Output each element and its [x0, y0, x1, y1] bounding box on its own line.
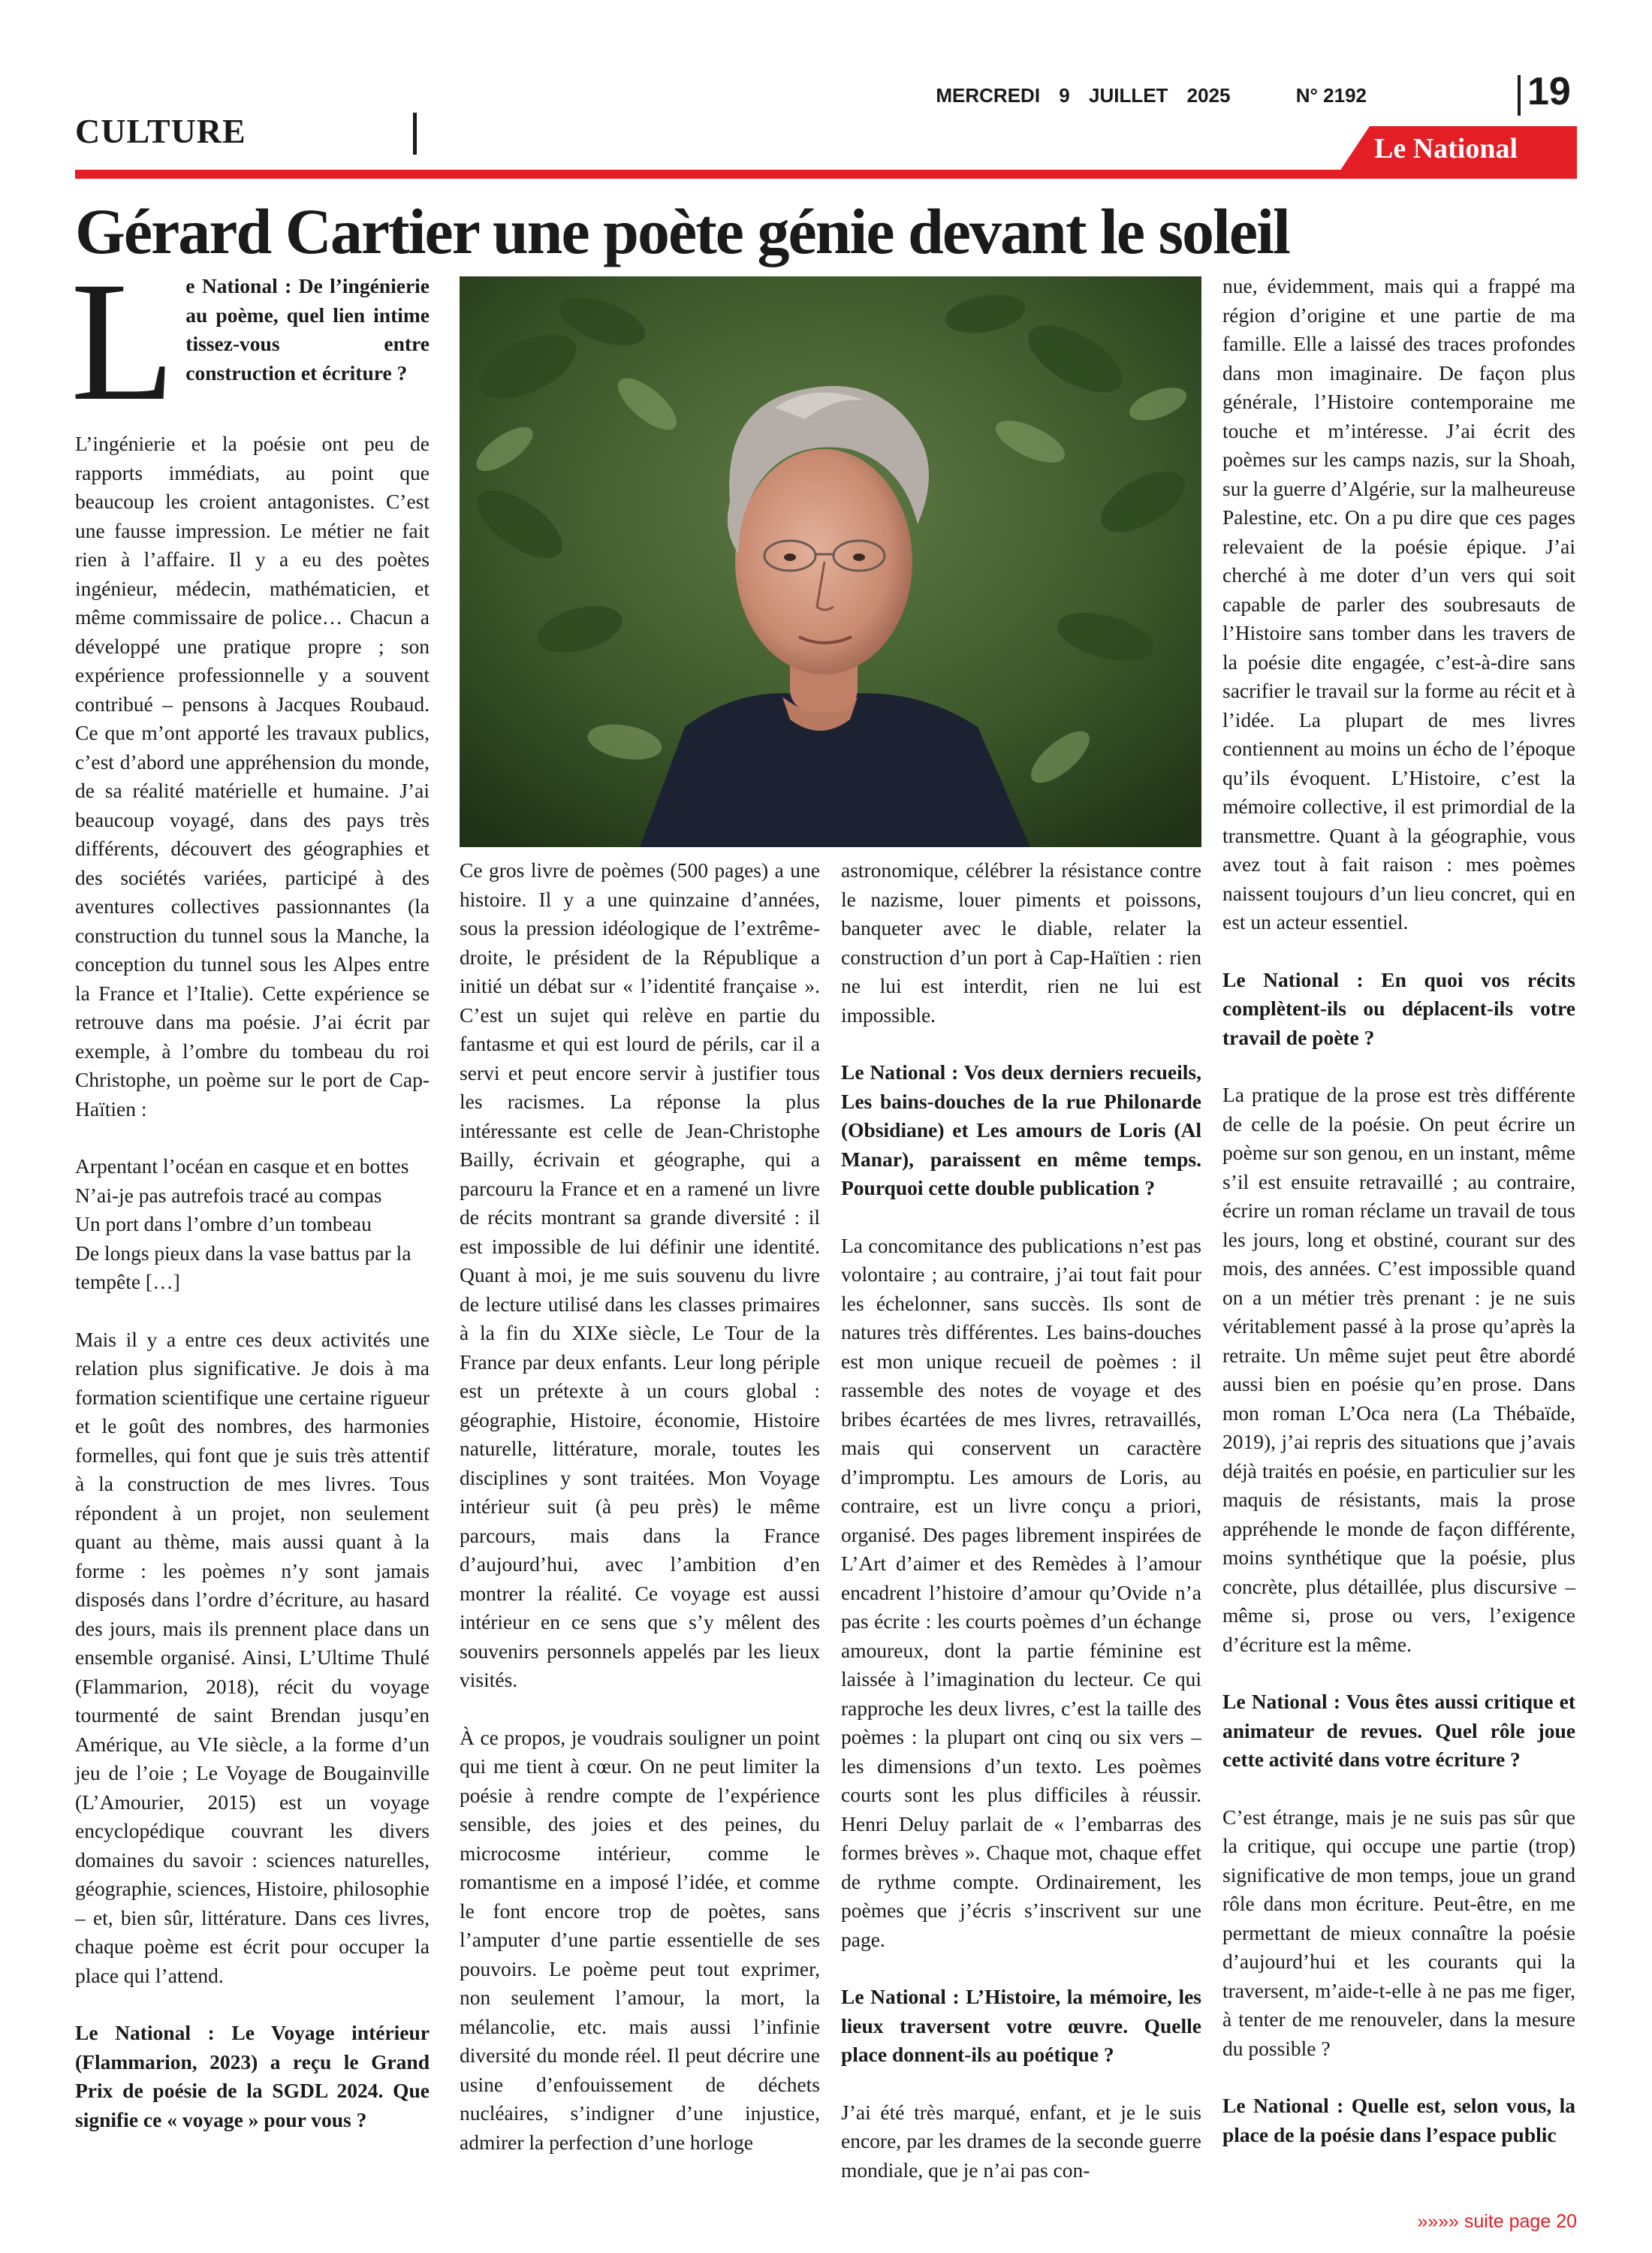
poem-line: N’ai-je pas autrefois tracé au compas — [75, 1183, 382, 1207]
article-column-2 — [460, 856, 820, 2185]
continuation-link[interactable]: »»»» suite page 20 — [1417, 2211, 1577, 2232]
question-3: Le National : Vos deux derniers recueils, Les bains-douches de la rue Philonarde (Obsidiane) et Les amours de Loris (Al Manar), paraissent en même temps. Pourquoi cette double publication ? — [841, 1060, 1201, 1199]
poem-line: De longs pieux dans la vase battus par la tempête […] — [75, 1241, 411, 1293]
issue-info — [922, 84, 1367, 107]
question-5: Le National : En quoi vos récits complètent-ils ou déplacent-ils votre travail de poète ? — [1222, 967, 1575, 1049]
article-column-1 — [71, 247, 430, 2163]
headline: Gérard Cartier une poète génie devant le soleil — [75, 195, 1289, 267]
poem-line: Arpentant l’océan en casque et en bottes — [75, 1154, 409, 1178]
poem-line: Un port dans l’ombre d’un tombeau — [75, 1212, 372, 1235]
answer-paragraph: Mais il y a entre ces deux activités une relation plus significative. Je dois à ma formation scientifique une certaine rigueur et le goût des nombres, des harmonies formelles, qui font que je suis très attentif à la construction de mes livres. Tous répondent à un projet, non seulement quant au thème, mais aussi quant à la forme : les poèmes n’y sont jamais disposés dans l’ordre d’écriture, au hasard des jours, mais ils prennent place dans un ensemble organisé. Ainsi, L’Ultime Thulé (Flammarion, 2018), récit du voyage tourmenté de saint Brendan jusqu’en Amérique, au VIe siècle, a la forme d’un jeu de l’oie ; Le Voyage de Bougainville (L’Amourier, 2015) est un voyage encyclopédique couvrant les divers domaines du savoir : sciences naturelles, géographie, sciences, Histoire, philosophie – et, bien sûr, littérature. Dans ces livres, chaque poème est écrit pour occuper la place qui l’attend. — [75, 1327, 430, 1987]
issue-day: MERCREDI — [936, 84, 1041, 107]
answer-paragraph: C’est étrange, mais je ne suis pas sûr que la critique, qui occupe une partie (trop) significative de mon temps, joue un grand rôle dans mon écriture. Peut-être, en me permettant de mieux connaître la poésie d’aujourd’hui et les courants qui la traversent, m’aide-t-elle à ne pas me figer, à tenter de me renouveler, dans la mesure du possible ? — [1222, 1805, 1575, 2060]
article-column-3 — [841, 856, 1201, 2213]
portrait-photo — [460, 276, 1201, 847]
issue-number: N° 2192 — [1295, 84, 1367, 107]
question-4: Le National : L’Histoire, la mémoire, les lieux traversent votre œuvre. Quelle place donnent-ils au poétique ? — [841, 1985, 1201, 2066]
intro-question-block — [71, 247, 430, 436]
brand-name: Le National — [1374, 133, 1518, 164]
question-7: Le National : Quelle est, selon vous, la place de la poésie dans l’espace public — [1222, 2094, 1575, 2146]
answer-paragraph: astronomique, célébrer la résistance contre le nazisme, louer piments et poissons, banqueter avec le diable, relater la construction d’un port à Cap-Haïtien : rien ne lui est interdit, rien ne lui est impossible. — [841, 858, 1201, 1027]
answer-paragraph: La pratique de la prose est très différente de celle de la poésie. On peut écrire un poème sur son genou, en un instant, même s’il est ensuite retravaillé ; au contraire, écrire un roman réclame un travail de tous les jours, long et obstiné, courant sur des mois, des années. C’est impossible quand on a un métier très prenant : je ne suis véritablement passé à la prose qu’après la retraite. Un même sujet peut être abordé aussi bien en poésie qu’en prose. Dans mon roman L’Oca nera (La Thébaïde, 2019), j’ai repris des situations que j’avais déjà traités en poésie, en particulier sur les maquis de résistants, mais la prose appréhende le monde de façon différente, moins synthétique que la poésie, plus concrète, plus détaillée, plus discursive – même si, prose ou vers, l’exigence d’écriture est la même. — [1222, 1083, 1575, 1656]
question-6: Le National : Vous êtes aussi critique et animateur de revues. Quel rôle joue cette activité dans votre écriture ? — [1222, 1690, 1575, 1771]
drop-cap: L — [71, 247, 176, 436]
article-column-4 — [1222, 272, 1575, 2178]
header-rule — [75, 170, 1577, 179]
answer-paragraph: L’ingénierie et la poésie ont peu de rapports immédiats, au point que beaucoup les croient antagonistes. C’est une fausse impression. Le métier ne fait rien à l’affaire. Il y a eu des poètes ingénieur, médecin, mathématicien, et même commissaire de police… Chacun a développé une pratique propre ; son expérience professionnelle y a souvent contribué – pensons à Jacques Roubaud. Ce que m’ont apporté les travaux publics, c’est d’abord une appréhension du monde, de sa réalité matérielle et humaine. J’ai beaucoup voyagé, dans des pays très différents, découvert des géographies et des sociétés variées, participé à des aventures collectives passionnantes (la construction du tunnel sous la Manche, la conception du tunnel sous les Alpes entre la France et l’Italie). Cette expérience se retrouve dans ma poésie. J’ai écrit par exemple, à l’ombre du tombeau du roi Christophe, un poème sur le port de Cap-Haïtien : — [75, 432, 430, 1120]
question-1: e National : De l’ingénierie au poème, quel lien intime tissez-vous entre construction et écriture ? — [185, 274, 430, 385]
answer-paragraph: La concomitance des publications n’est pas volontaire ; au contraire, j’ai tout fait pour les échelonner, sans succès. Ils sont de natures très différentes. Les bains-douches est mon unique recueil de poèmes : il rassemble des notes de voyage et des bribes écartées de mes livres, retravaillés, mais qui conservent un caractère d’impromptu. Les amours de Loris, au contraire, est un livre conçu a priori, organisé. Des pages librement inspirées de L’Art d’aimer et des Remèdes à l’amour encadrent l’histoire d’amour qu’Ovide n’a pas écrite : les courts poèmes d’un échange amoureux, dont la partie féminine est laissée à l’imagination du lecteur. Ce qui rapproche les deux livres, c’est la taille des poèmes : la plupart ont cinq ou six vers – les dimensions d’un texto. Les poèmes courts sont les plus difficiles à réussir. Henri Deluy parlait de « l’embarras des formes brèves ». Chaque mot, chaque effet de rythme compte. Ordinairement, les poèmes que j’écris s’inscrivent sur une page. — [841, 1233, 1201, 1951]
page-number: 19 — [1527, 70, 1571, 113]
answer-paragraph: À ce propos, je voudrais souligner un point qui me tient à cœur. On ne peut limiter la poésie à rendre compte de l’expérience sensible, des joies et des peines, du microcosme intérieur, comme le romantisme en a imposé l’idée, et comme le font encore trop de poètes, sans l’amputer d’une partie essentielle de ses pouvoirs. Le poème peut tout exprimer, non seulement l’amour, la mort, la mélancolie, etc. mais aussi l’infinie diversité du monde réel. Il peut décrire une usine d’enfouissement de déchets nucléaires, s’indigner d’une injustice, admirer la perfection d’une horloge — [460, 1725, 820, 2154]
page-number-divider — [1518, 75, 1521, 116]
issue-month: JUILLET — [1088, 84, 1168, 107]
answer-paragraph: nue, évidemment, mais qui a frappé ma région d’origine et une partie de ma famille. Elle a laissé des traces profondes dans mon imaginaire. De façon plus générale, l’Histoire contemporaine me touche et m’intéresse. J’ai écrit des poèmes sur les camps nazis, sur la Shoah, sur la guerre d’Algérie, sur la malheureuse Palestine, etc. On a pu dire que ces pages relevaient de la poésie épique. J’ai cherché à me doter d’un vers qui soit capable de parler des soubresauts de l’Histoire sans tomber dans les travers de la poésie dite engagée, c’est-à-dire sans sacrifier le travail sur la forme au récit et à l’idée. La plupart de mes livres contiennent au moins un écho de l’époque qu’ils évoquent. L’Histoire, c’est la mémoire collective, il est primordial de la transmettre. Quant à la géographie, vous avez tout à fait raison : mes poèmes naissent toujours d’un lieu concret, qui en est un acteur essentiel. — [1222, 274, 1575, 933]
section-divider — [413, 113, 417, 155]
answer-paragraph: Ce gros livre de poèmes (500 pages) a une histoire. Il y a une quinzaine d’années, sous la pression idéologique de l’extrême-droite, le président de la République a initié un débat sur « l’identité française ». C’est un sujet qui relève en partie du fantasme et qui est lourd de périls, car il a servi et peut encore servir à justifier tous les racismes. La réponse la plus intéressante est celle de Jean-Christophe Bailly, écrivain et géographe, qui a parcouru la France et en a ramené un livre de récits montrant sa grande diversité : il est impossible de lui définir une identité. Quant à moi, je me suis souvenu du livre de lecture utilisé dans les classes primaires à la fin du XIXe siècle, Le Tour de la France par deux enfants. Leur long périple est un prétexte à un cours global : géographie, Histoire, économie, Histoire naturelle, littérature, morale, toutes les disciplines y sont traitées. Mon Voyage intérieur suit (à peu près) le même parcours, mais dans la France d’aujourd’hui, avec l’ambition d’en montrer la réalité. Ce voyage est aussi intérieur en ce sens que s’y mêlent des souvenirs personnels appelés par les lieux visités. — [460, 858, 820, 1691]
section-label: CULTURE — [75, 112, 246, 150]
poem-excerpt — [75, 1152, 430, 1297]
issue-year: 2025 — [1186, 84, 1231, 107]
question-2: Le National : Le Voyage intérieur (Flammarion, 2023) a reçu le Grand Prix de poésie de la SGDL 2024. Que signifie ce « voyage » pour vous ? — [75, 2021, 430, 2131]
answer-paragraph: J’ai été très marqué, enfant, et je le suis encore, par les drames de la seconde guerre mondiale, que je n’ai pas con- — [841, 2100, 1201, 2182]
issue-date-num: 9 — [1059, 84, 1070, 107]
